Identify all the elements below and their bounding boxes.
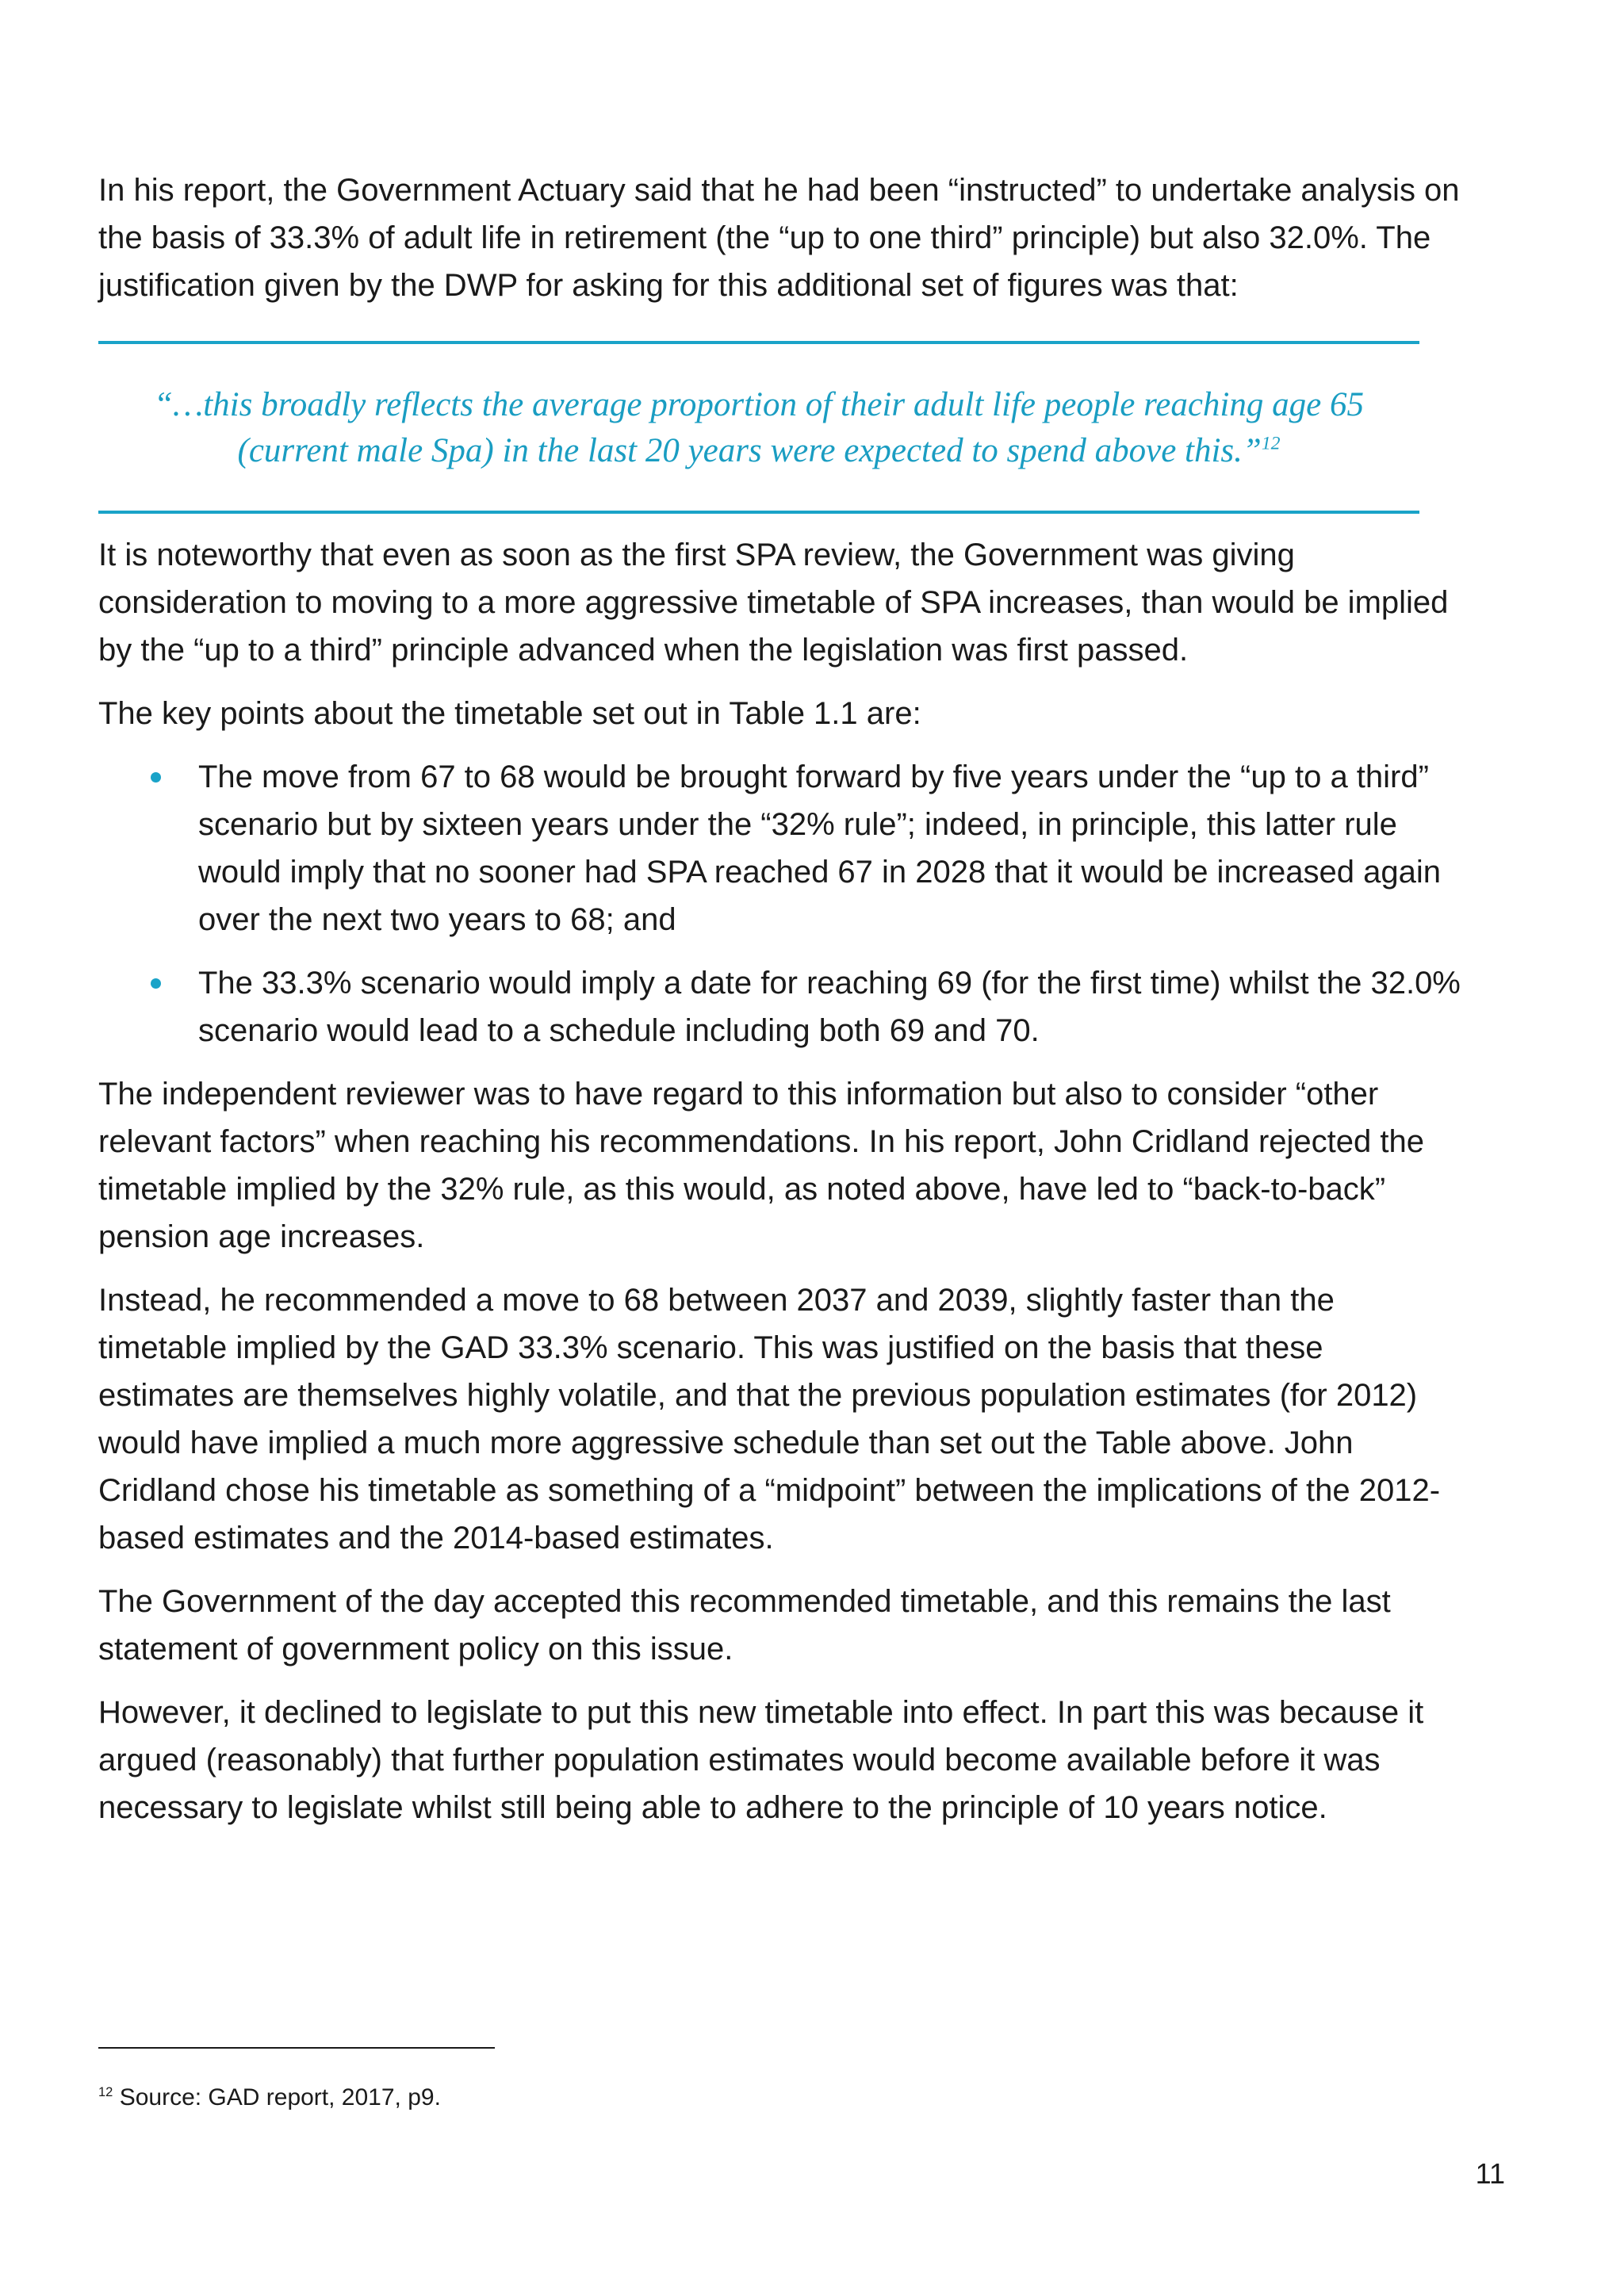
paragraph-government-actuary: In his report, the Government Actuary said that he had been “instructed” to undertake analysis on the basis of 33.3% of adult life in retirement (the “up to one third” principle) but also 32.0%. The justification given by the DWP for asking for this additional set of figures was that: xyxy=(98,173,1460,303)
footnote-text: Source: GAD report, 2017, p9. xyxy=(113,2084,441,2110)
paragraph-noteworthy: It is noteworthy that even as soon as the first SPA review, the Government was giving consideration to moving to a more aggressive timetable of SPA increases, than would be implied by the “up to a third” principle advanced when the legislation was first passed. xyxy=(98,538,1449,668)
quote-text: “…this broadly reflects the average proportion of their adult life people reaching age 65 (current male Spa) in the last 20 years were expected to spend above this.” xyxy=(154,386,1364,469)
list-item-text: The move from 67 to 68 would be brought forward by five years under the “up to a third” scenario but by sixteen years under the “32% rule”; indeed, in principle, this latter rule would imply that no sooner had SPA reached 67 in 2028 that it would be increased again over the next two years to 68; and xyxy=(198,760,1441,937)
pull-quote xyxy=(98,341,1419,514)
bullet-dot-icon xyxy=(151,772,161,783)
quote-footnote-ref[interactable]: 12 xyxy=(1261,433,1281,454)
quote-text-container xyxy=(98,344,1419,511)
bullet-dot-icon xyxy=(151,978,161,989)
footnote-separator xyxy=(98,2047,495,2049)
paragraph-declined-to-legislate: However, it declined to legislate to put this new timetable into effect. In part this was because it argued (reasonably) that further population estimates would become available before it was necessary to legislate whilst still being able to adhere to the principle of 10 years notice. xyxy=(98,1695,1424,1825)
list-item xyxy=(98,753,1462,943)
footnote-number: 12 xyxy=(98,2085,113,2099)
quote-bottom-rule xyxy=(98,511,1419,514)
page-number: 11 xyxy=(1475,2157,1505,2190)
footnote xyxy=(98,2082,441,2114)
key-points-list xyxy=(98,753,1462,1054)
paragraph-independent-reviewer: The independent reviewer was to have regard to this information but also to consider “other relevant factors” when reaching his recommendations. In his report, John Cridland rejected the timetable implied by the 32% rule, as this would, as noted above, have led to “back-to-back” pension age increases. xyxy=(98,1077,1424,1254)
paragraph-key-points-intro: The key points about the timetable set out in Table 1.1 are: xyxy=(98,696,921,731)
page-body xyxy=(98,166,1462,1847)
list-item-text: The 33.3% scenario would imply a date for reaching 69 (for the first time) whilst the 32.0% scenario would lead to a schedule including both 69 and 70. xyxy=(198,966,1461,1048)
paragraph-recommendation: Instead, he recommended a move to 68 between 2037 and 2039, slightly faster than the timetable implied by the GAD 33.3% scenario. This was justified on the basis that these estimates are themselves highly volatile, and that the previous population estimates (for 2012) would have implied a much more aggressive schedule than set out the Table above. John Cridland chose his timetable as something of a “midpoint” between the implications of the 2012-based estimates and the 2014-based estimates. xyxy=(98,1283,1441,1556)
list-item xyxy=(98,959,1462,1054)
paragraph-government-accepted: The Government of the day accepted this recommended timetable, and this remains the last statement of government policy on this issue. xyxy=(98,1584,1391,1667)
